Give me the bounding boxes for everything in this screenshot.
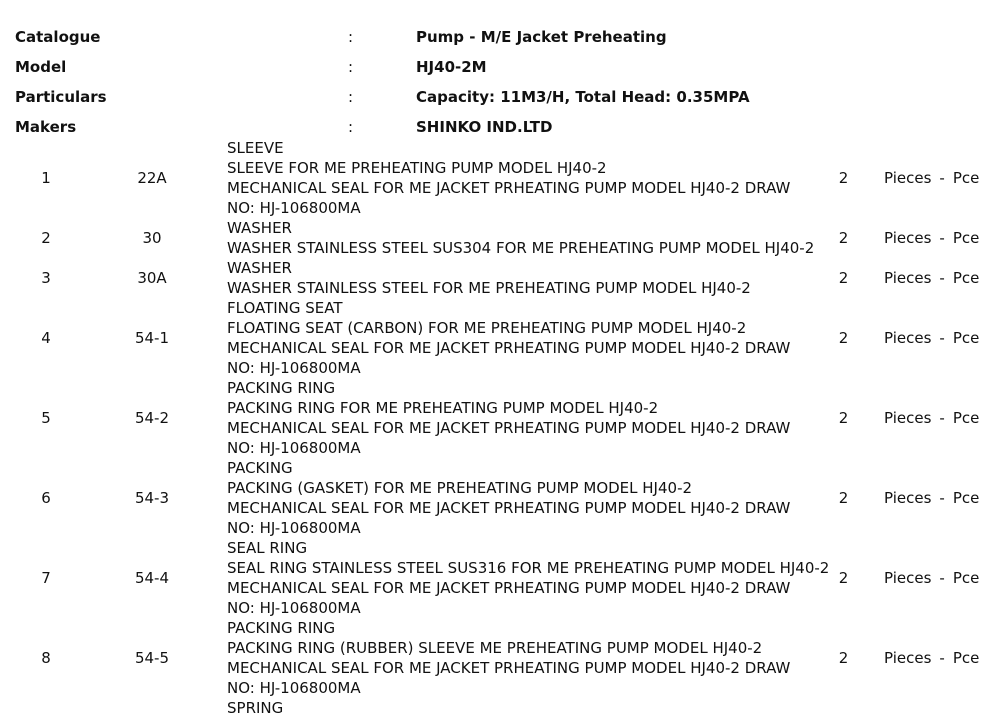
unit-name: Pieces bbox=[884, 269, 932, 287]
item-quantity: 2 bbox=[838, 329, 849, 347]
item-number: 4 bbox=[41, 329, 51, 347]
item-description bbox=[212, 218, 815, 258]
unit-abbreviation: Pce bbox=[952, 489, 980, 507]
description-line: MECHANICAL SEAL FOR ME JACKET PRHEATING PUMP MODEL HJ40-2 DRAW bbox=[227, 419, 791, 437]
info-row-model bbox=[15, 52, 750, 82]
description-line: PACKING bbox=[227, 459, 293, 477]
item-number: 2 bbox=[41, 229, 51, 247]
item-description bbox=[212, 618, 807, 698]
item-reference: 30A bbox=[137, 269, 167, 287]
description-line: NO: HJ-106800MA bbox=[227, 679, 361, 697]
item-reference: 54-3 bbox=[134, 489, 170, 507]
unit-separator: - bbox=[939, 329, 945, 347]
item-description bbox=[212, 698, 807, 717]
description-line: NO: HJ-106800MA bbox=[227, 599, 361, 617]
table-row bbox=[0, 298, 1000, 378]
unit-abbreviation: Pce bbox=[952, 269, 980, 287]
unit-name: Pieces bbox=[884, 329, 932, 347]
unit-separator: - bbox=[939, 229, 945, 247]
description-line: NO: HJ-106800MA bbox=[227, 199, 361, 217]
table-row bbox=[0, 138, 1000, 218]
description-line: MECHANICAL SEAL FOR ME JACKET PRHEATING PUMP MODEL HJ40-2 DRAW bbox=[227, 499, 791, 517]
unit-separator: - bbox=[939, 489, 945, 507]
table-row bbox=[0, 458, 1000, 538]
table-row bbox=[0, 218, 1000, 258]
model-value: HJ40-2M bbox=[416, 58, 487, 76]
description-line: SEAL RING STAINLESS STEEL SUS316 FOR ME PREHEATING PUMP MODEL HJ40-2 bbox=[227, 559, 830, 577]
description-line: PACKING (GASKET) FOR ME PREHEATING PUMP MODEL HJ40-2 bbox=[227, 479, 693, 497]
item-description bbox=[212, 538, 830, 618]
item-quantity: 2 bbox=[838, 649, 849, 667]
unit-name: Pieces bbox=[884, 649, 932, 667]
unit-abbreviation: Pce bbox=[952, 409, 980, 427]
table-row bbox=[0, 258, 1000, 298]
description-line: MECHANICAL SEAL FOR ME JACKET PRHEATING PUMP MODEL HJ40-2 DRAW bbox=[227, 579, 791, 597]
description-line: MECHANICAL SEAL FOR ME JACKET PRHEATING PUMP MODEL HJ40-2 DRAW bbox=[227, 339, 791, 357]
unit-abbreviation: Pce bbox=[952, 329, 980, 347]
makers-value: SHINKO IND.LTD bbox=[416, 118, 553, 136]
item-unit bbox=[880, 569, 979, 587]
item-quantity: 2 bbox=[838, 489, 849, 507]
item-description bbox=[212, 138, 807, 218]
unit-name: Pieces bbox=[884, 489, 932, 507]
info-colon: : bbox=[348, 88, 354, 106]
info-colon: : bbox=[348, 28, 354, 46]
description-line: MECHANICAL SEAL FOR ME JACKET PRHEATING PUMP MODEL HJ40-2 DRAW bbox=[227, 659, 791, 677]
table-row bbox=[0, 378, 1000, 458]
description-line: SPRING bbox=[227, 699, 284, 717]
item-number: 5 bbox=[41, 409, 51, 427]
unit-abbreviation: Pce bbox=[952, 169, 980, 187]
particulars-label: Particulars bbox=[15, 88, 107, 106]
item-unit bbox=[880, 329, 979, 347]
description-line: SEAL RING bbox=[227, 539, 308, 557]
item-number: 3 bbox=[41, 269, 51, 287]
item-reference: 54-4 bbox=[134, 569, 170, 587]
description-line: FLOATING SEAT bbox=[227, 299, 343, 317]
info-row-catalogue bbox=[15, 22, 750, 52]
unit-separator: - bbox=[939, 569, 945, 587]
item-reference: 54-5 bbox=[134, 649, 170, 667]
table-row bbox=[0, 698, 1000, 717]
item-quantity: 2 bbox=[838, 169, 849, 187]
unit-separator: - bbox=[939, 409, 945, 427]
unit-abbreviation: Pce bbox=[952, 229, 980, 247]
description-line: PACKING RING (RUBBER) SLEEVE ME PREHEATING PUMP MODEL HJ40-2 bbox=[227, 639, 763, 657]
item-number: 8 bbox=[41, 649, 51, 667]
unit-separator: - bbox=[939, 269, 945, 287]
item-unit bbox=[880, 229, 979, 247]
unit-name: Pieces bbox=[884, 569, 932, 587]
item-unit bbox=[880, 409, 979, 427]
item-unit bbox=[880, 699, 900, 717]
unit-abbreviation: Pce bbox=[952, 649, 980, 667]
table-row bbox=[0, 538, 1000, 618]
info-colon: : bbox=[348, 118, 354, 136]
description-line: FLOATING SEAT (CARBON) FOR ME PREHEATING PUMP MODEL HJ40-2 bbox=[227, 319, 747, 337]
catalogue-label: Catalogue bbox=[15, 28, 101, 46]
description-line: SLEEVE bbox=[227, 139, 284, 157]
description-line: PACKING RING bbox=[227, 619, 336, 637]
item-number: 1 bbox=[41, 169, 51, 187]
description-line: WASHER bbox=[227, 219, 292, 237]
parts-list bbox=[0, 138, 1000, 717]
catalogue-info bbox=[15, 22, 750, 142]
unit-name: Pieces bbox=[884, 229, 932, 247]
item-quantity: 2 bbox=[838, 229, 849, 247]
item-reference: 22A bbox=[137, 169, 167, 187]
item-quantity: 2 bbox=[838, 269, 849, 287]
table-row bbox=[0, 618, 1000, 698]
item-description bbox=[212, 458, 807, 538]
model-label: Model bbox=[15, 58, 67, 76]
item-quantity: 2 bbox=[838, 409, 849, 427]
item-description bbox=[212, 298, 807, 378]
info-row-particulars bbox=[15, 82, 750, 112]
item-reference: 30 bbox=[142, 229, 162, 247]
description-line: WASHER STAINLESS STEEL FOR ME PREHEATING PUMP MODEL HJ40-2 bbox=[227, 279, 751, 297]
particulars-value: Capacity: 11M3/H, Total Head: 0.35MPA bbox=[416, 88, 750, 106]
unit-separator: - bbox=[939, 169, 945, 187]
unit-separator bbox=[884, 699, 900, 717]
item-quantity: 2 bbox=[838, 569, 849, 587]
item-description bbox=[212, 258, 807, 298]
unit-separator: - bbox=[939, 649, 945, 667]
description-line: NO: HJ-106800MA bbox=[227, 519, 361, 537]
unit-name: Pieces bbox=[884, 169, 932, 187]
item-unit bbox=[880, 169, 979, 187]
description-line: PACKING RING bbox=[227, 379, 336, 397]
info-colon: : bbox=[348, 58, 354, 76]
item-number: 6 bbox=[41, 489, 51, 507]
item-reference: 54-2 bbox=[134, 409, 170, 427]
item-description bbox=[212, 378, 807, 458]
item-unit bbox=[880, 489, 979, 507]
makers-label: Makers bbox=[15, 118, 77, 136]
unit-name: Pieces bbox=[884, 409, 932, 427]
description-line: WASHER bbox=[227, 259, 292, 277]
item-number: 7 bbox=[41, 569, 51, 587]
description-line: NO: HJ-106800MA bbox=[227, 359, 361, 377]
item-unit bbox=[880, 269, 979, 287]
item-reference: 54-1 bbox=[134, 329, 170, 347]
description-line: NO: HJ-106800MA bbox=[227, 439, 361, 457]
catalogue-value: Pump - M/E Jacket Preheating bbox=[416, 28, 667, 46]
unit-abbreviation: Pce bbox=[952, 569, 980, 587]
description-line: PACKING RING FOR ME PREHEATING PUMP MODEL HJ40-2 bbox=[227, 399, 659, 417]
description-line: WASHER STAINLESS STEEL SUS304 FOR ME PREHEATING PUMP MODEL HJ40-2 bbox=[227, 239, 815, 257]
description-line: SLEEVE FOR ME PREHEATING PUMP MODEL HJ40-2 bbox=[227, 159, 607, 177]
description-line: MECHANICAL SEAL FOR ME JACKET PRHEATING PUMP MODEL HJ40-2 DRAW bbox=[227, 179, 791, 197]
item-unit bbox=[880, 649, 979, 667]
